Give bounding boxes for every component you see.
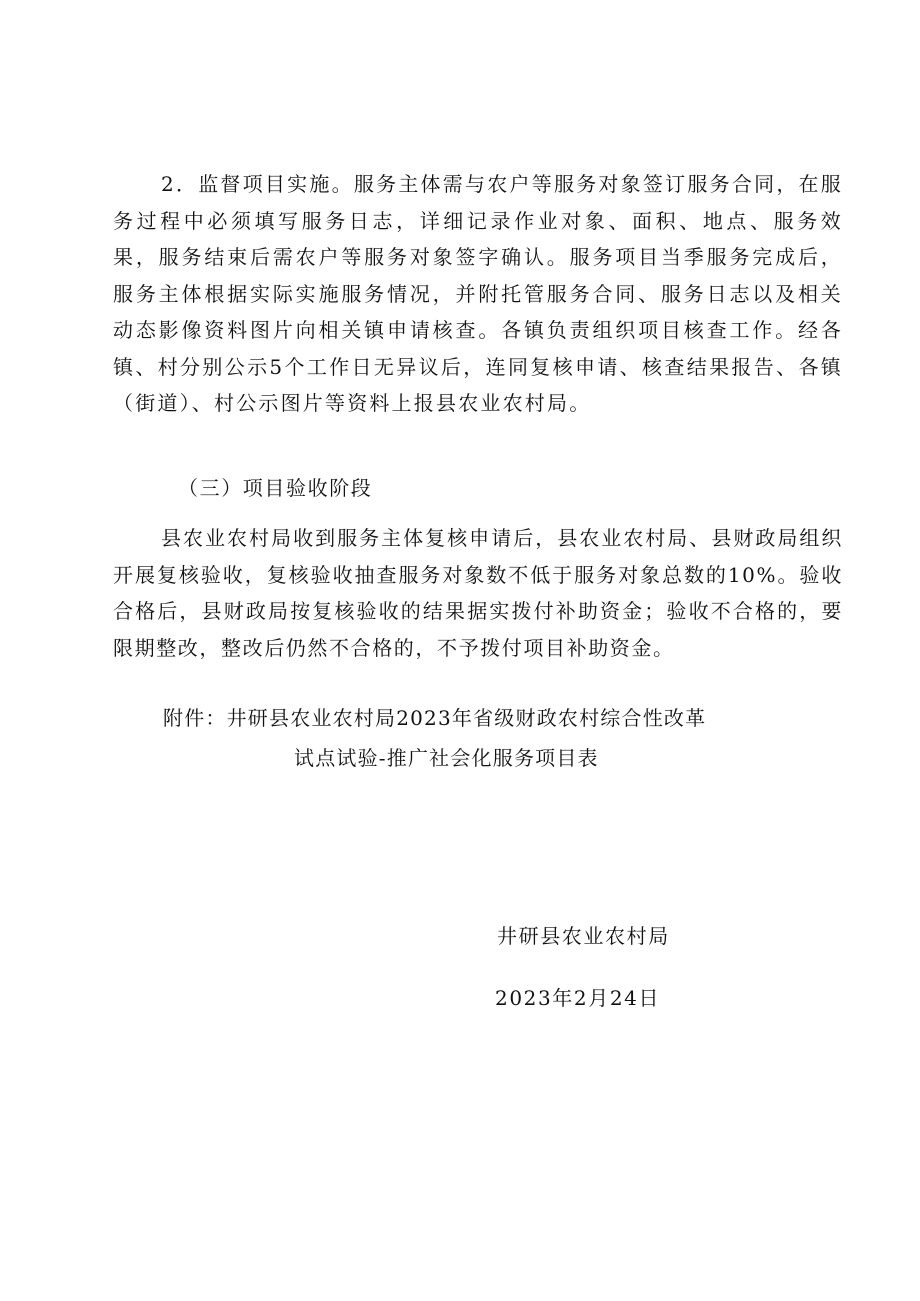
signature-date: 2023年2月24日 [495,986,661,1010]
annex-line-1: 附件：井研县农业农村局2023年省级财政农村综合性改革 [163,706,707,730]
annex-line-2: 试点试验-推广社会化服务项目表 [294,746,599,770]
paragraph-project-supervision: 2．监督项目实施。服务主体需与农户等服务对象签订服务合同，在服务过程中必须填写服务日志，详细记录作业对象、面积、地点、服务效果，服务结束后需农户等服务对象签字确认。服务项目当季服务完成后，服务主体根据实际实施服务情况，并附托管服务合同、服务日志以及相关动态影像资料图片向相关镇申请核查。各镇负责组织项目核查工作。经各镇、村分别公示5个工作日无异议后，连同复核申请、核查结果报告、各镇（街道）、村公示图片等资料上报县农业农村局。 [113,172,843,415]
section-heading-acceptance-stage: （三）项目验收阶段 [178,476,373,500]
signature-organization: 井研县农业农村局 [497,924,670,948]
paragraph-project-acceptance: 县农业农村局收到服务主体复核申请后，县农业农村局、县财政局组织开展复核验收，复核验收抽查服务对象数不低于服务对象总数的10%。验收合格后，县财政局按复核验收的结果据实拨付补助资金；验收不合格的，要限期整改，整改后仍然不合格的，不予拨付项目补助资金。 [113,526,843,660]
